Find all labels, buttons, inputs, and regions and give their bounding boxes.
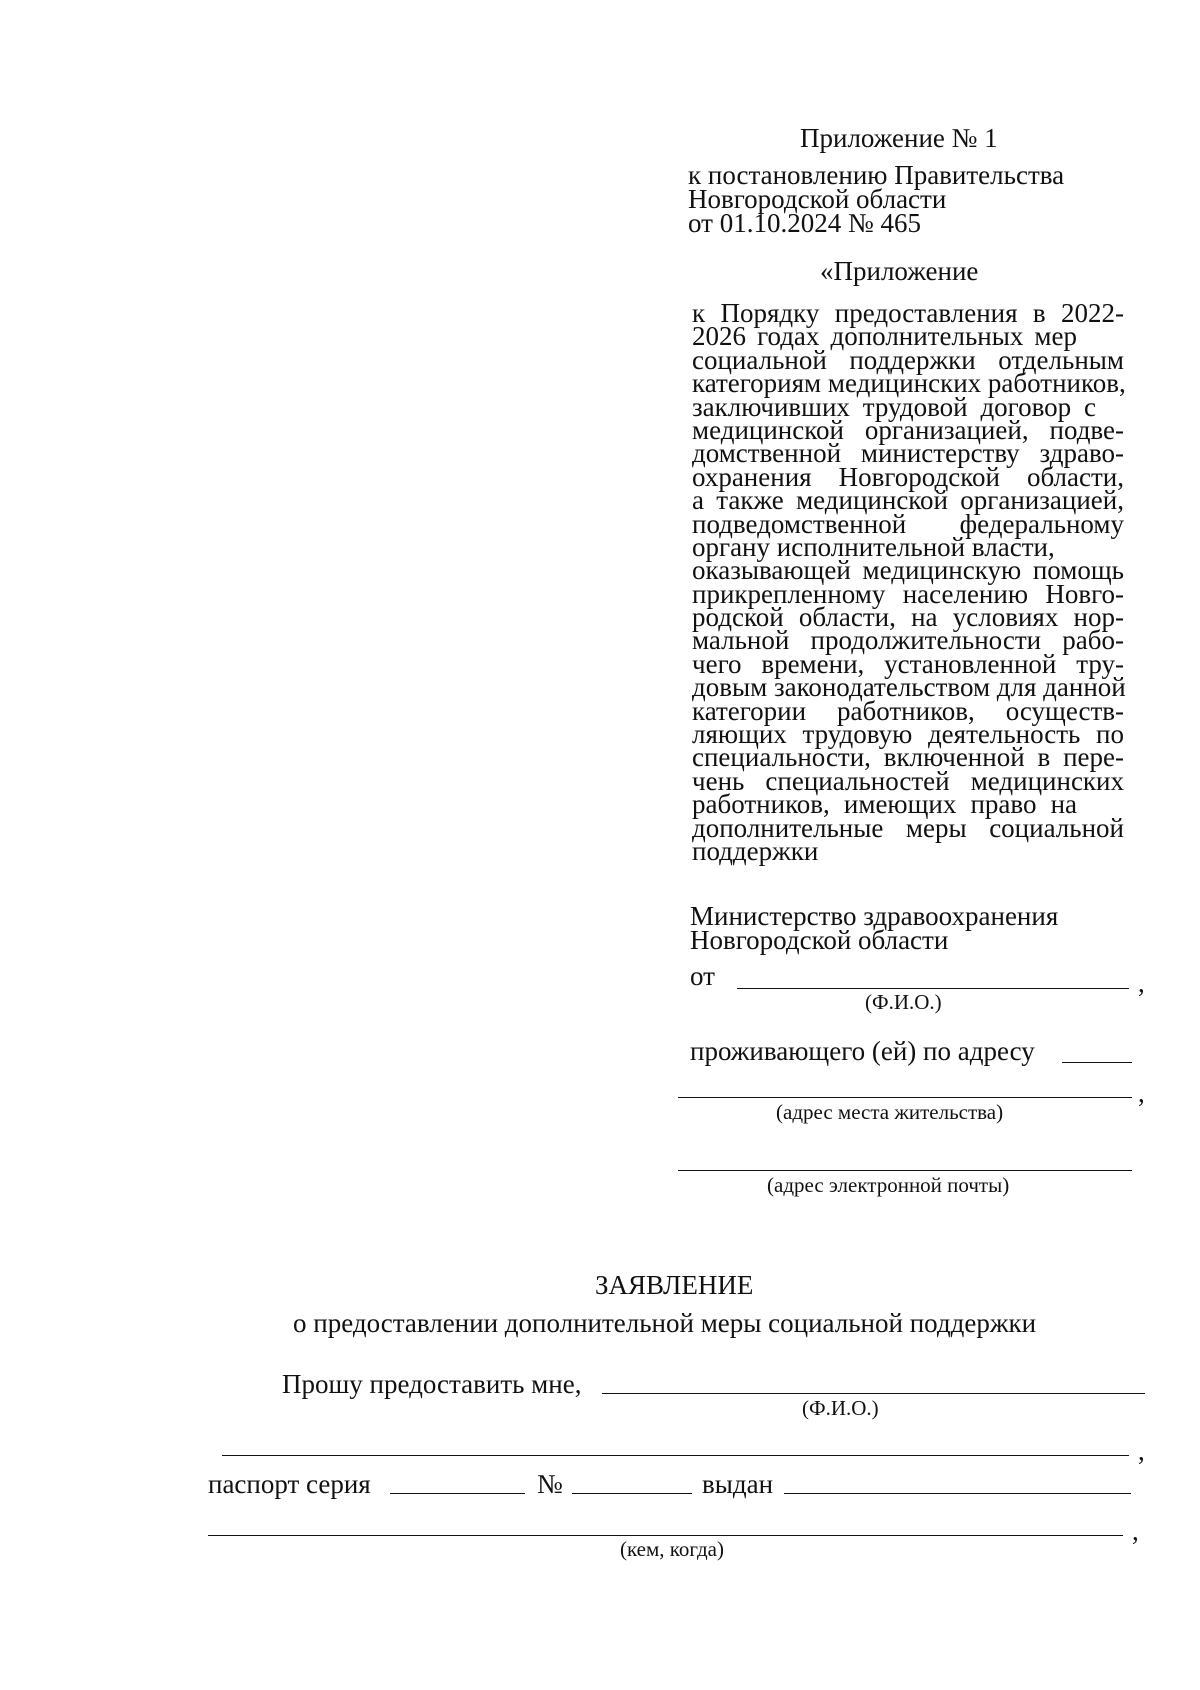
appendix-line: социальной поддержки отдельным — [692, 344, 1124, 375]
appendix-line: 2026 годах дополнительных мер — [692, 321, 1077, 352]
appendix-line: оказывающей медицинскую помощь — [692, 555, 1124, 586]
appendix-line: подведомственной федеральному — [692, 508, 1124, 539]
appendix-line: домственной министерству здраво- — [692, 438, 1124, 469]
appendix-line: мальной продолжительности рабо- — [692, 625, 1124, 656]
address-field[interactable] — [678, 1097, 1132, 1098]
appendix-line: специальности, включенной в пере- — [692, 742, 1124, 773]
ministry-name: Министерство здравоохранения — [690, 901, 1059, 931]
issued-by-field-continued[interactable] — [208, 1535, 1123, 1536]
resolution-date-number: от 01.10.2024 № 465 — [688, 208, 921, 238]
issued-by-field[interactable] — [784, 1493, 1131, 1494]
recipient-fio-caption: (Ф.И.О.) — [802, 1396, 879, 1420]
appendix-line: ляющих трудовую деятельность по — [692, 719, 1124, 750]
ministry-region: Новгородской области — [690, 925, 949, 955]
appendix-line: заключивших трудовой договор с — [692, 391, 1096, 422]
appendix-line: чего времени, установленной тру- — [692, 648, 1124, 679]
email-caption: (адрес электронной почты) — [767, 1173, 1010, 1197]
residing-label: проживающего (ей) по адресу — [690, 1036, 1035, 1066]
request-label: Прошу предоставить мне, — [282, 1369, 582, 1399]
appendix-number-title: Приложение № 1 — [800, 123, 998, 153]
statement-subtitle: о предоставлении дополнительной меры социальной поддержки — [293, 1308, 1037, 1338]
appendix-line: чень специальностей медицинских — [692, 765, 1124, 796]
comma: , — [1138, 1078, 1145, 1108]
from-label: от — [690, 961, 715, 991]
region-line: Новгородской области — [688, 184, 947, 214]
address-field-start[interactable] — [1062, 1062, 1132, 1063]
appendix-line: дополнительные меры социальной — [692, 812, 1124, 843]
appendix-line: к Порядку предоставления в 2022- — [692, 298, 1124, 328]
appendix-line: охранения Новгородской области, — [692, 461, 1124, 492]
comma: , — [1138, 968, 1145, 998]
comma: , — [1138, 1436, 1145, 1466]
issued-caption: (кем, когда) — [620, 1537, 724, 1561]
appendix-description — [692, 298, 1126, 866]
appendix-title: «Приложение — [820, 256, 979, 286]
comma: , — [1132, 1516, 1139, 1546]
appendix-line: категориям медицинских работников, — [692, 368, 1126, 399]
appendix-line: работников, имеющих право на — [692, 789, 1077, 820]
appendix-line: органу исполнительной власти, — [692, 531, 1055, 562]
resolution-line: к постановлению Правительства — [688, 160, 1065, 190]
applicant-fio-field[interactable] — [737, 988, 1129, 989]
appendix-line: прикрепленному населению Новго- — [692, 578, 1124, 609]
appendix-line: довым законодательством для данной — [692, 672, 1126, 703]
passport-series-label: паспорт серия — [208, 1469, 371, 1499]
issued-label: выдан — [702, 1469, 774, 1499]
email-field[interactable] — [678, 1170, 1132, 1171]
passport-number-field[interactable] — [572, 1493, 692, 1494]
passport-number-label: № — [537, 1469, 563, 1499]
passport-series-field[interactable] — [390, 1493, 525, 1494]
appendix-line: а также медицинской организацией, — [692, 485, 1124, 516]
appendix-line: поддержки — [692, 835, 819, 866]
statement-title: ЗАЯВЛЕНИЕ — [595, 1270, 754, 1300]
recipient-fio-field[interactable] — [602, 1393, 1145, 1394]
recipient-fio-field-continued[interactable] — [222, 1455, 1129, 1456]
address-caption: (адрес места жительства) — [776, 1100, 1004, 1124]
appendix-line: родской области, на условиях нор- — [692, 602, 1124, 633]
appendix-line: категории работников, осуществ- — [692, 695, 1124, 726]
fio-caption: (Ф.И.О.) — [865, 990, 942, 1014]
appendix-line: медицинской организацией, подве- — [692, 414, 1124, 445]
